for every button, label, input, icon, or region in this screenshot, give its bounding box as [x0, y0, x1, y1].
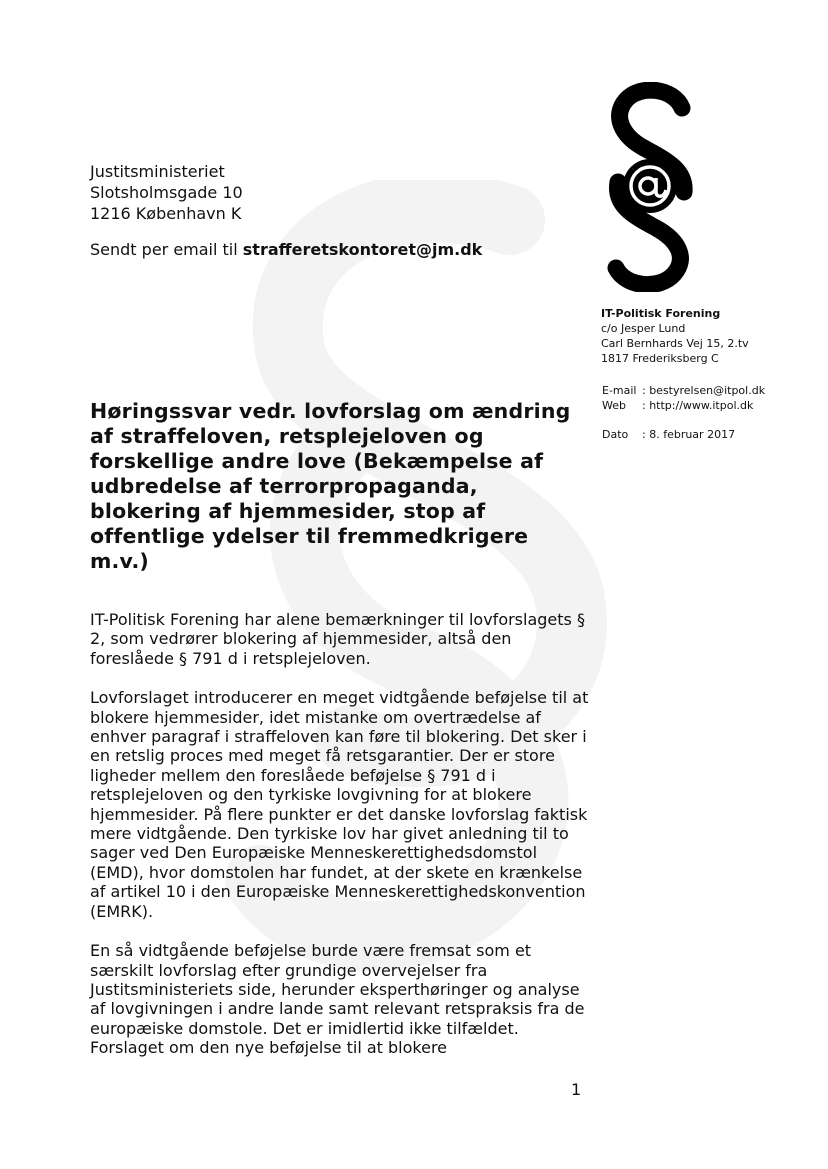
email-value[interactable]: : bestyrelsen@itpol.dk [642, 384, 766, 397]
page-number: 1 [571, 1080, 582, 1099]
recipient-line: Slotsholmsgade 10 [90, 183, 243, 202]
recipient-line: 1216 København K [90, 204, 242, 223]
organization-street: Carl Bernhards Vej 15, 2.tv [601, 337, 749, 350]
sent-by-email-line [90, 240, 482, 259]
web-label: Web [602, 399, 626, 412]
contact-details [602, 383, 765, 442]
date-value: : 8. februar 2017 [642, 428, 736, 441]
body-paragraph: IT-Politisk Forening har alene bemærkninger til lovforslagets § 2, som vedrører blokering af hjemmesider, altså den foreslåede § 791 d i retsplejeloven. [90, 610, 585, 668]
organization-name: IT-Politisk Forening [601, 307, 721, 320]
document-heading: Høringssvar vedr. lovforslag om ændring af straffeloven, retsplejeloven og forskellige andre love (Bekæmpelse af udbredelse af terrorpropaganda, blokering af hjemmesider, stop af offentlige ydelser til fremmedkrigere m.v.) [90, 399, 571, 573]
organization-contact-person: c/o Jesper Lund [601, 322, 686, 335]
recipient-line: Justitsministeriet [90, 162, 225, 181]
recipient-address [90, 161, 243, 224]
body-paragraph: En så vidtgående beføjelse burde være fremsat som et særskilt lovforslag efter grundige overvejelser fra Justitsministeriets side, herunder eksperthøringer og analyse af lovgivningen i andre lande samt relevant retspraksis fra de europæiske domstole. Det er imidlertid ikke tilfældet. Forslaget om den nye beføjelse til at blokere [90, 941, 585, 1058]
web-value[interactable]: : http://www.itpol.dk [642, 399, 754, 412]
contact-email-row [602, 383, 765, 398]
date-label: Dato [602, 428, 629, 441]
body-text [90, 610, 595, 1078]
sent-prefix: Sendt per email til [90, 240, 243, 259]
organization-city: 1817 Frederiksberg C [601, 352, 719, 365]
contact-date-row [602, 427, 765, 442]
section-at-logo-icon [600, 82, 700, 292]
contact-web-row [602, 398, 765, 413]
organization-address [601, 306, 749, 366]
body-paragraph: Lovforslaget introducerer en meget vidtgående beføjelse til at blokere hjemmesider, idet mistanke om overtrædelse af enhver paragraf i straffeloven kan føre til blokering. Det sker i en retslig proces med meget få retsgarantier. Der er store ligheder mellem den foreslåede beføjelse § 791 d i retsplejeloven og den tyrkiske lovgivning for at blokere hjemmesider. På flere punkter er det danske lovforslag faktisk mere vidtgående. Den tyrkiske lov har givet anledning til to sager ved Den Europæiske Menneskerettighedsdomstol (EMD), hvor domstolen har fundet, at der skete en krænkelse af artikel 10 i den Europæiske Menneskerettighedskonvention (EMRK). [90, 688, 589, 921]
recipient-email-link[interactable]: strafferetskontoret@jm.dk [242, 240, 483, 259]
email-label: E-mail [602, 384, 637, 397]
